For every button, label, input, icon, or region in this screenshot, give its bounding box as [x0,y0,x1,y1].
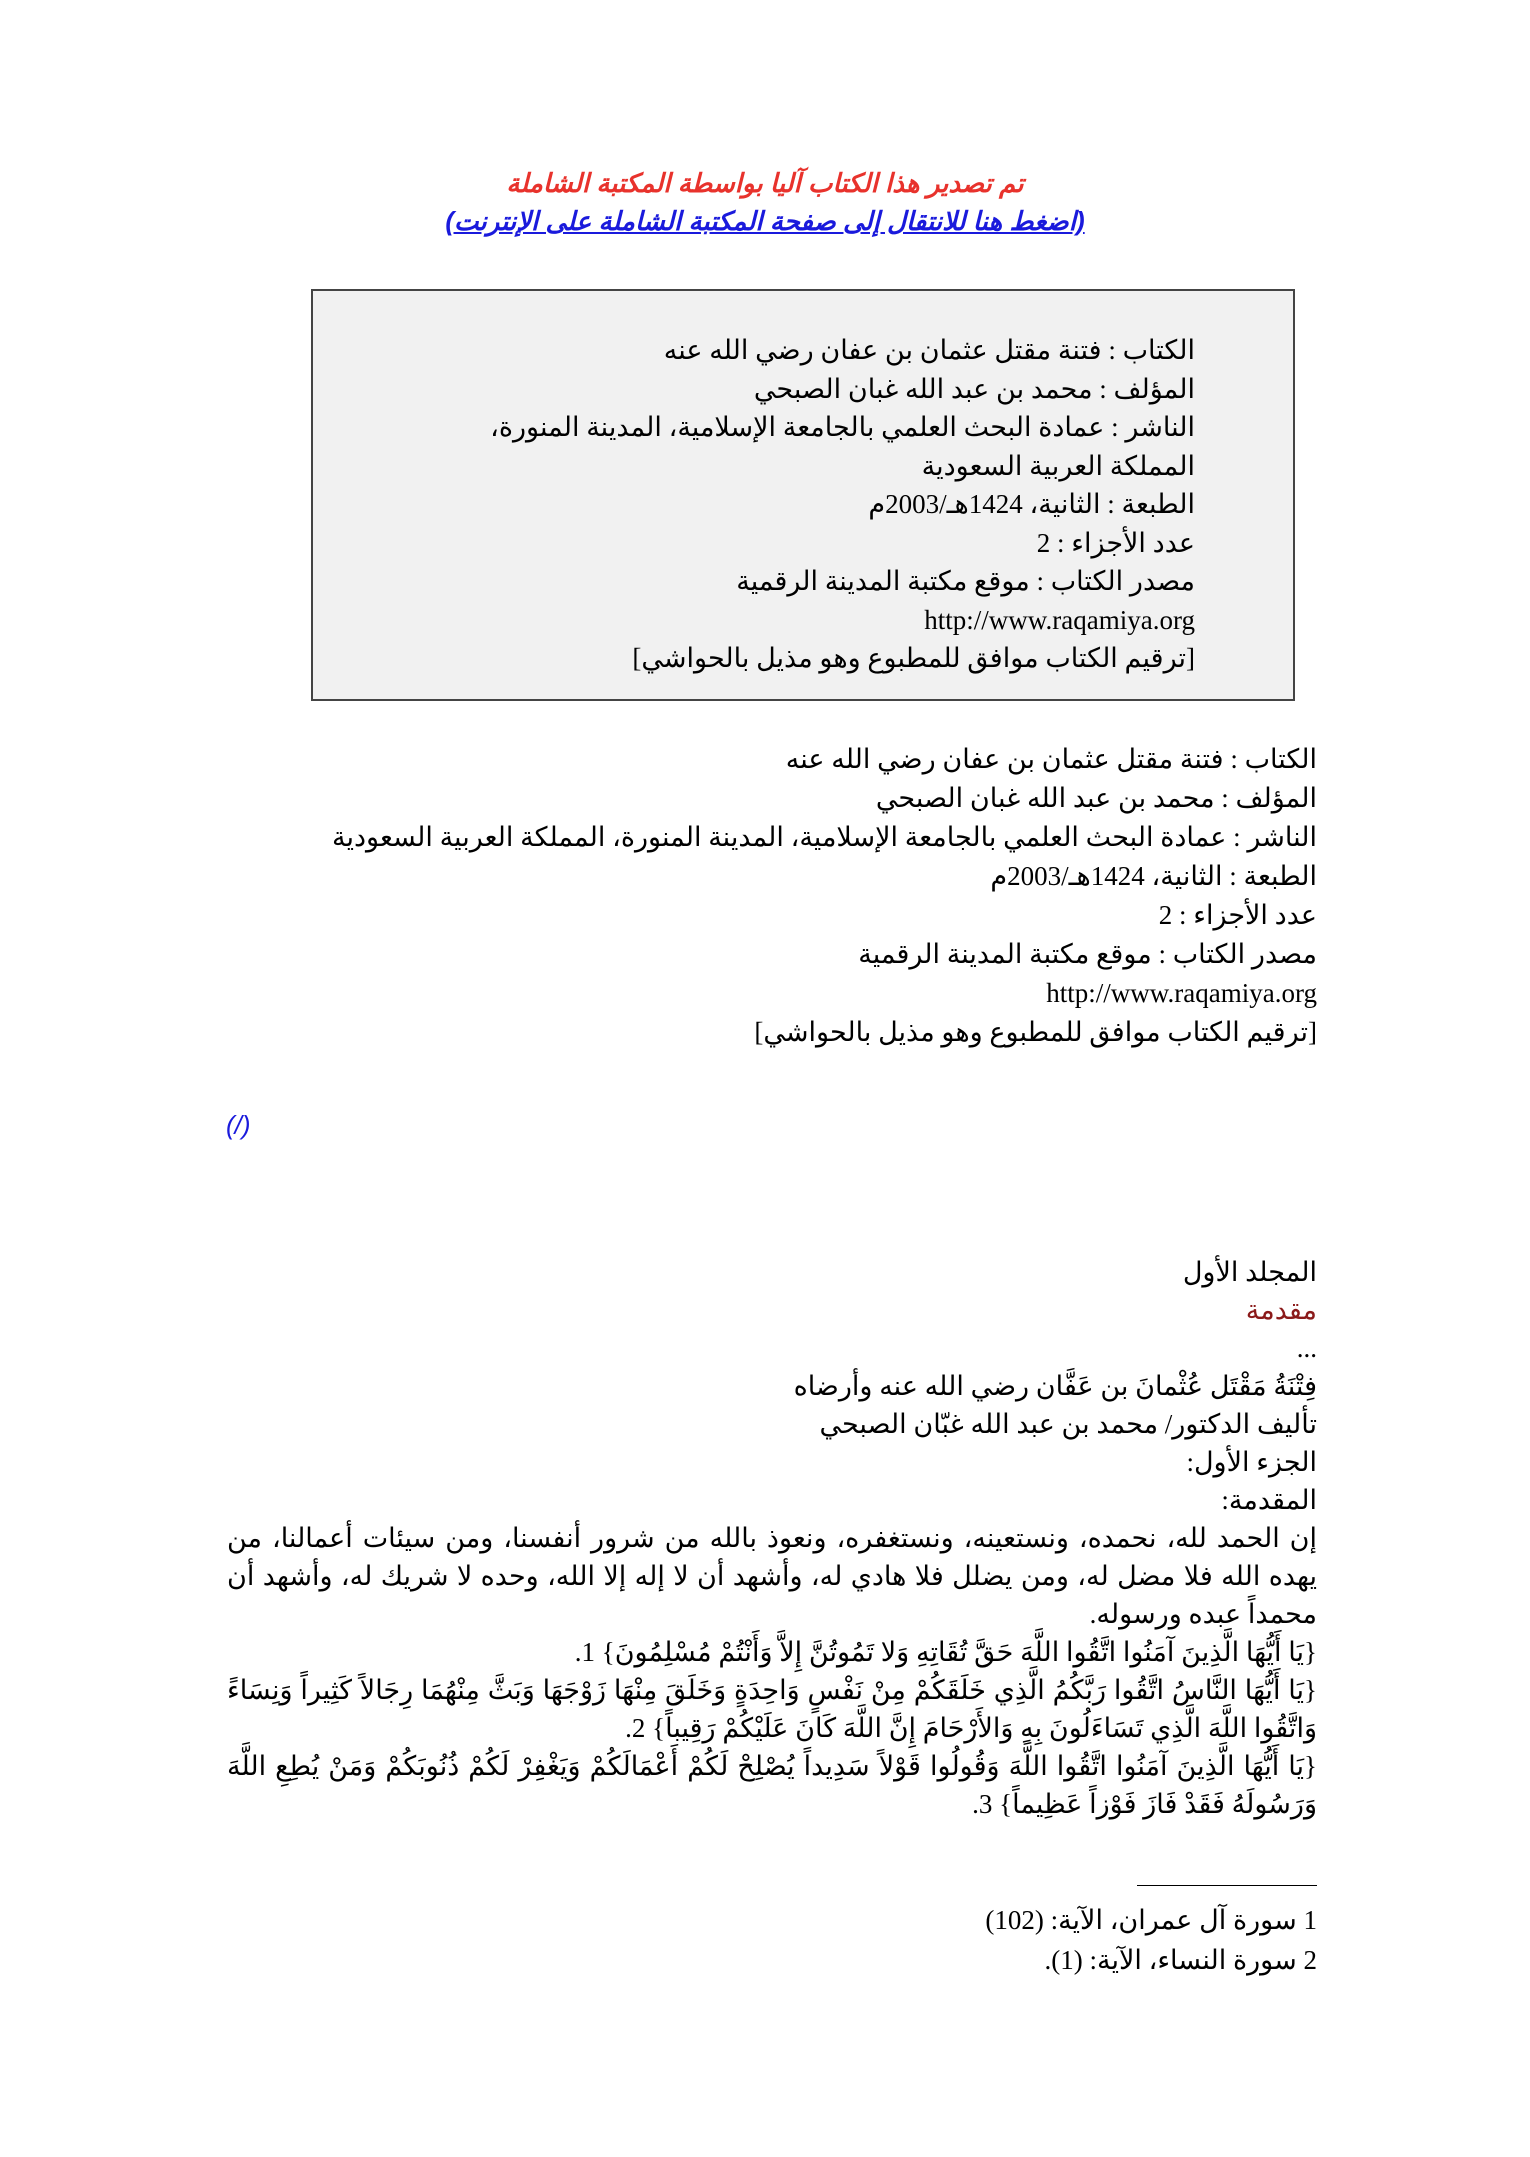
intro-paragraph: إن الحمد لله، نحمده، ونستعينه، ونستغفره، ونعوذ بالله من شرور أنفسنا، ومن سيئات أعمالنا، من يهده الله فلا مضل له، ومن يضلل فلا هادي له، وأشهد أن لا إله إلا الله، وحده لا شريك له، وأشهد أن محمداً عبده ورسوله. [227,1523,1317,1629]
info-source: مصدر الكتاب : موقع مكتبة المدينة الرقمية [858,939,1317,969]
info-box-publisher-country: المملكة العربية السعودية [921,450,1195,481]
info-numbering-note: [ترقيم الكتاب موافق للمطبوع وهو مذيل بالحواشي] [754,1017,1317,1047]
info-book: الكتاب : فتنة مقتل عثمان بن عفان رضي الله عنه [785,744,1317,774]
info-box-book: الكتاب : فتنة مقتل عثمان بن عفان رضي الله عنه [663,335,1195,365]
info-publisher: الناشر : عمادة البحث العلمي بالجامعة الإسلامية، المدينة المنورة، المملكة العربية السعودية [332,822,1317,852]
verse-2: {يَا أَيُّهَا النَّاسُ اتَّقُوا رَبَّكُمُ الَّذِي خَلَقَكُمْ مِنْ نَفْسٍ وَاحِدَةٍ وَخَلَقَ مِنْهَا زَوْجَهَا وَبَثَّ مِنْهُمَا رِجَالاً كَثِيراً وَنِسَاءً وَاتَّقُوا اللَّهَ الَّذِي تَسَاءَلُونَ بِهِ وَالأَرْحَامَ إِنَّ اللَّهَ كَانَ عَلَيْكُمْ رَقِيباً} 2. [227,1675,1317,1743]
info-box-numbering-note: [ترقيم الكتاب موافق للمطبوع وهو مذيل بالحواشي] [632,643,1195,673]
author-line: تأليف الدكتور/ محمد بن عبد الله غبّان الصبحي [819,1409,1317,1439]
info-edition: الطبعة : الثانية، 1424هـ/2003م [990,861,1317,891]
info-author: المؤلف : محمد بن عبد الله غبان الصبحي [875,783,1317,813]
page-nav-marker[interactable]: (/) [226,1110,251,1140]
info-parts: عدد الأجزاء : 2 [1158,900,1317,930]
footnote-divider [1137,1885,1317,1886]
footnote-1: 1 سورة آل عمران، الآية: (102) [985,1905,1317,1935]
info-box-publisher: الناشر : عمادة البحث العلمي بالجامعة الإسلامية، المدينة المنورة، [490,412,1195,442]
info-box-author: المؤلف : محمد بن عبد الله غبان الصبحي [753,373,1195,404]
footnote-2: 2 سورة النساء، الآية: (1). [1044,1945,1317,1975]
book-info-repeat [227,740,1317,1052]
export-notice: تم تصدير هذا الكتاب آليا بواسطة المكتبة الشاملة [506,168,1024,198]
info-url[interactable]: http://www.raqamiya.org [1046,978,1317,1008]
footnotes [227,1900,1317,1980]
info-box-parts: عدد الأجزاء : 2 [1036,527,1195,558]
ellipsis: ... [1296,1333,1317,1363]
book-title: فِتْنَةُ مَقْتَل عُثْمانَ بن عَفَّان رضي الله عنه وأرضاه [793,1371,1317,1401]
info-box-url[interactable]: http://www.raqamiya.org [924,604,1195,635]
intro-label: المقدمة: [1221,1485,1317,1515]
section-heading: مقدمة [1245,1295,1317,1325]
info-box-edition: الطبعة : الثانية، 1424هـ/2003م [868,489,1195,519]
book-info-box [311,289,1295,701]
part-label: الجزء الأول: [1186,1447,1317,1477]
shamela-website-link[interactable]: (اضغط هنا للانتقال إلى صفحة المكتبة الشاملة على الإنترنت) [445,206,1085,236]
verse-3: {يَا أَيُّهَا الَّذِينَ آمَنُوا اتَّقُوا اللَّهَ وَقُولُوا قَوْلاً سَدِيداً يُصْلِحْ لَكُمْ أَعْمَالَكُمْ وَيَغْفِرْ لَكُمْ ذُنُوبَكُمْ وَمَنْ يُطِعِ اللَّهَ وَرَسُولَهُ فَقَدْ فَازَ فَوْزاً عَظِيماً} 3. [227,1751,1317,1819]
info-box-source: مصدر الكتاب : موقع مكتبة المدينة الرقمية [736,566,1195,596]
verse-1: {يَا أَيُّهَا الَّذِينَ آمَنُوا اتَّقُوا اللَّهَ حَقَّ تُقَاتِهِ وَلا تَمُوتُنَّ إِلاَّ وَأَنْتُمْ مُسْلِمُونَ} 1. [574,1637,1317,1667]
volume-heading: المجلد الأول [1182,1257,1317,1287]
book-body [227,1253,1317,1823]
